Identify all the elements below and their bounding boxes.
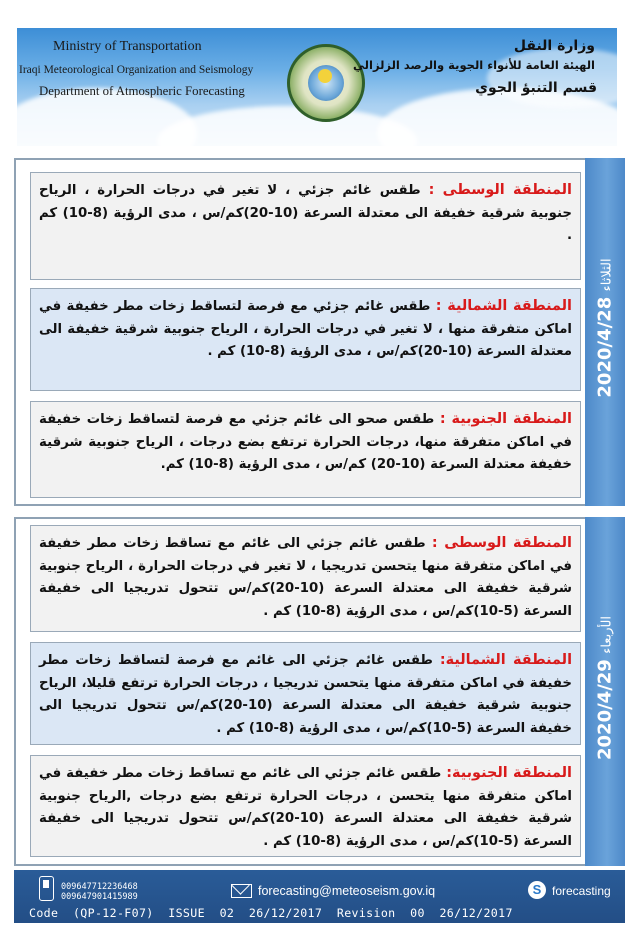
phone-numbers xyxy=(61,882,138,902)
region-text: طقس صحو الى غائم جزئي مع فرصة لتساقط زخات خفيفة في اماكن متفرقة منها، درجات الحرارة ترتفع بضع درجات ، الرياح جنوبية شرقية خفيفة معتدلة السرعة (10-20) كم/س ، مدى الرؤية (8-10) كم. xyxy=(39,412,572,472)
region-north-day1 xyxy=(30,288,581,391)
day-band xyxy=(585,517,625,866)
mail-icon xyxy=(231,884,252,898)
footer-bar xyxy=(14,870,625,923)
region-south-day2 xyxy=(30,755,581,857)
region-name: المنطقة الوسطى : xyxy=(431,535,572,551)
emblem-sun xyxy=(318,69,332,83)
region-central-day1 xyxy=(30,172,581,280)
department-en: Department of Atmospheric Forecasting xyxy=(39,84,245,98)
region-south-day1 xyxy=(30,401,581,498)
day-block-2 xyxy=(14,517,625,866)
weekday-label: الأربعاء xyxy=(599,615,615,654)
day-block-1 xyxy=(14,158,625,506)
organization-en: Iraqi Meteorological Organization and Seismology xyxy=(19,64,254,76)
header-banner xyxy=(17,28,617,146)
phone-number[interactable]: 009647901415989 xyxy=(61,892,138,902)
email-link[interactable]: forecasting@meteoseism.gov.iq xyxy=(258,884,436,898)
day-label xyxy=(595,258,616,405)
day-band xyxy=(585,158,625,506)
region-name: المنطقة الوسطى : xyxy=(428,182,572,198)
skype-link[interactable]: forecasting xyxy=(552,884,611,898)
phone-icon xyxy=(39,876,54,901)
weekday-label: الثلاثاء xyxy=(599,258,615,292)
ministry-en: Ministry of Transportation xyxy=(53,39,202,54)
date-label: 2020/4/28 xyxy=(594,296,616,398)
region-central-day2 xyxy=(30,525,581,632)
region-name: المنطقة الجنوبية : xyxy=(439,411,572,427)
date-label: 2020/4/29 xyxy=(594,658,616,760)
day-label xyxy=(595,615,616,767)
phone-number[interactable]: 009647712236468 xyxy=(61,882,138,892)
region-text: طقس غائم جزئي الى غائم مع تساقط زخات مطر خفيفة في اماكن متفرقة منها يتحسن ، درجات الحرارة ترتفع بضع درجات ,الرياح جنوبية شرقية خفيفة الى معتدلة السرعة (10-20)كم/س تتحول تدريجيا الى خفيفة السرعة (5-10)كم/س ، مدى الرؤية (8-10) كم . xyxy=(39,766,572,849)
region-text: طقس غائم جزئي ، لا تغير في درجات الحرارة ، الرياح جنوبية شرقية خفيفة الى معتدلة السرعة (10-20)كم/س ، مدى الرؤية (8-10) كم . xyxy=(39,183,572,243)
skype-icon: S xyxy=(528,881,546,899)
organization-emblem-icon xyxy=(287,44,365,122)
region-text: طقس غائم جزئي مع فرصة لتساقط زخات مطر خفيفة في اماكن متفرقة منها ، لا تغير في درجات الحرارة ، الرياح جنوبية شرقية خفيفة الى معتدلة السرعة (10-20)كم/س ، مدى الرؤية (8-10) كم . xyxy=(39,299,572,359)
department-ar: قسم التنبؤ الجوي xyxy=(475,80,597,96)
ministry-ar: وزارة النقل xyxy=(513,38,595,54)
region-north-day2 xyxy=(30,642,581,745)
region-name: المنطقة الجنوبية: xyxy=(446,765,572,781)
region-name: المنطقة الشمالية : xyxy=(435,298,572,314)
organization-ar: الهيئة العامة للأنواء الجوية والرصد الزلزالي xyxy=(353,58,595,72)
region-text: طقس غائم جزئي الى غائم مع تساقط زخات مطر خفيفة في اماكن متفرقة منها يتحسن تدريجيا ، لا تغير في درجات الحرارة ، الرياح جنوبية شرقية خفيفة الى معتدلة السرعة (10-20)كم/س تتحول تدريجيا الى خفيفة السرعة (5-10)كم/س ، مدى الرؤية (8-10) كم . xyxy=(39,536,572,619)
document-code-line: Code (QP-12-F07) ISSUE 02 26/12/2017 Revision 00 26/12/2017 xyxy=(29,906,513,920)
region-name: المنطقة الشمالية: xyxy=(439,652,572,668)
region-text: طقس غائم جزئي الى غائم مع فرصة لتساقط زخات مطر خفيفة في اماكن متفرقة منها يتحسن تدريجيا ، درجات الحرارة ترتفع قليلا، الرياح جنوبية شرقية خفيفة الى معتدلة السرعة (10-20)كم/س تتحول تدريجيا الى خفيفة السرعة (5-10)كم/س ، مدى الرؤية (8-10) كم . xyxy=(39,653,572,736)
